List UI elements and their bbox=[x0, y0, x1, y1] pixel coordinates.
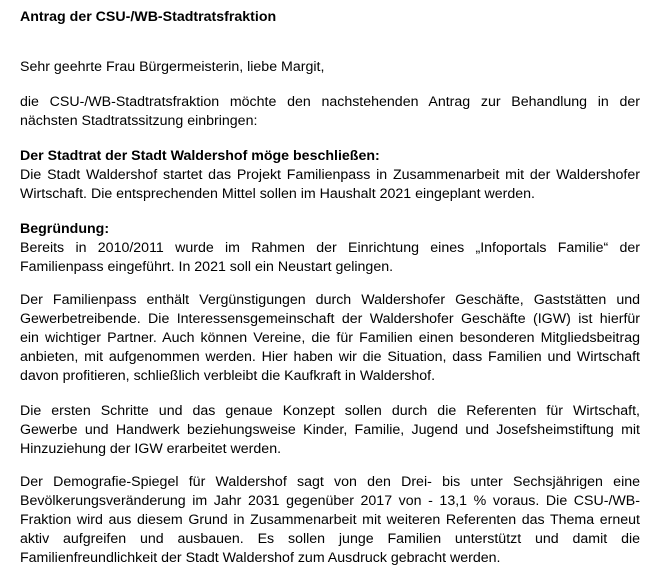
reason-p1-line: Bereits in 2010/2011 wurde im Rahmen der Einrichtung eines „Infoportals Familie“ der bbox=[20, 240, 640, 256]
reason-p2-line: ein wichtiger Partner. Auch können Vereine, die für Familien einen besonderen Mitgliedsbeitrag bbox=[20, 330, 640, 346]
reason-p3-line: Die ersten Schritte und das genaue Konzept sollen durch die Referenten für Wirtschaft, bbox=[20, 403, 640, 419]
reason-p2-line: Der Familienpass enthält Vergünstigungen durch Waldershofer Geschäfte, Gaststätten und bbox=[20, 292, 640, 308]
reason-p2-line: Gewerbetreibende. Die Interessensgemeinschaft der Waldershofer Geschäfte (IGW) ist hierfür bbox=[20, 311, 640, 327]
intro-line: nächsten Stadtratssitzung einbringen: bbox=[20, 113, 258, 129]
intro-paragraph bbox=[20, 93, 640, 131]
reason-section bbox=[20, 220, 640, 277]
reason-p1-line: Familienpass eingeführt. In 2021 soll ein Neustart gelingen. bbox=[20, 259, 394, 275]
reason-p3-line: Hinzuziehung der IGW erarbeitet werden. bbox=[20, 441, 282, 457]
document-title: Antrag der CSU-/WB-Stadtratsfraktion bbox=[20, 9, 277, 25]
reason-p4-line: aktiv aufgreifen und ausbauen. Es sollen junge Familien unterstützt und damit die bbox=[20, 531, 640, 547]
reason-p4-line: Fraktion wird aus diesem Grund in Zusammenarbeit mit weiteren Referenten das Thema erneut bbox=[20, 512, 640, 528]
reason-p4-line: Bevölkerungsveränderung im Jahr 2031 gegenüber 2017 von - 13,1 % voraus. Die CSU-/WB- bbox=[20, 493, 640, 509]
salutation-line: Sehr geehrte Frau Bürgermeisterin, liebe Margit, bbox=[20, 59, 325, 75]
resolution-line: Wirtschaft. Die entsprechenden Mittel sollen im Haushalt 2021 eingeplant werden. bbox=[20, 186, 535, 202]
resolution-heading: Der Stadtrat der Stadt Waldershof möge beschließen: bbox=[20, 148, 380, 164]
reason-p3-line: Gewerbe und Handwerk beziehungsweise Kinder, Familie, Jugend und Josefsheimstiftung mit bbox=[20, 422, 640, 438]
reason-paragraph-3 bbox=[20, 402, 640, 459]
intro-line: die CSU-/WB-Stadtratsfraktion möchte den nachstehenden Antrag zur Behandlung in der bbox=[20, 94, 640, 110]
reason-heading: Begründung: bbox=[20, 221, 110, 237]
reason-paragraph-2 bbox=[20, 291, 640, 386]
resolution-line: Die Stadt Waldershof startet das Projekt Familienpass in Zusammenarbeit mit der Waldershofer bbox=[20, 167, 640, 183]
reason-p2-line: davon profitieren, schließlich verbleibt die Kaufkraft in Waldershof. bbox=[20, 368, 436, 384]
reason-p4-line: Der Demografie-Spiegel für Waldershof sagt von den Drei- bis unter Sechsjährigen eine bbox=[20, 474, 640, 490]
salutation bbox=[20, 58, 640, 77]
reason-p4-line: Familienfreundlichkeit der Stadt Waldershof zum Ausdruck gebracht werden. bbox=[20, 550, 501, 566]
resolution-section bbox=[20, 147, 640, 204]
reason-p2-line: anbieten, mit aufgenommen werden. Hier haben wir die Situation, dass Familien und Wirtschaft bbox=[20, 349, 640, 365]
reason-paragraph-4 bbox=[20, 473, 640, 568]
